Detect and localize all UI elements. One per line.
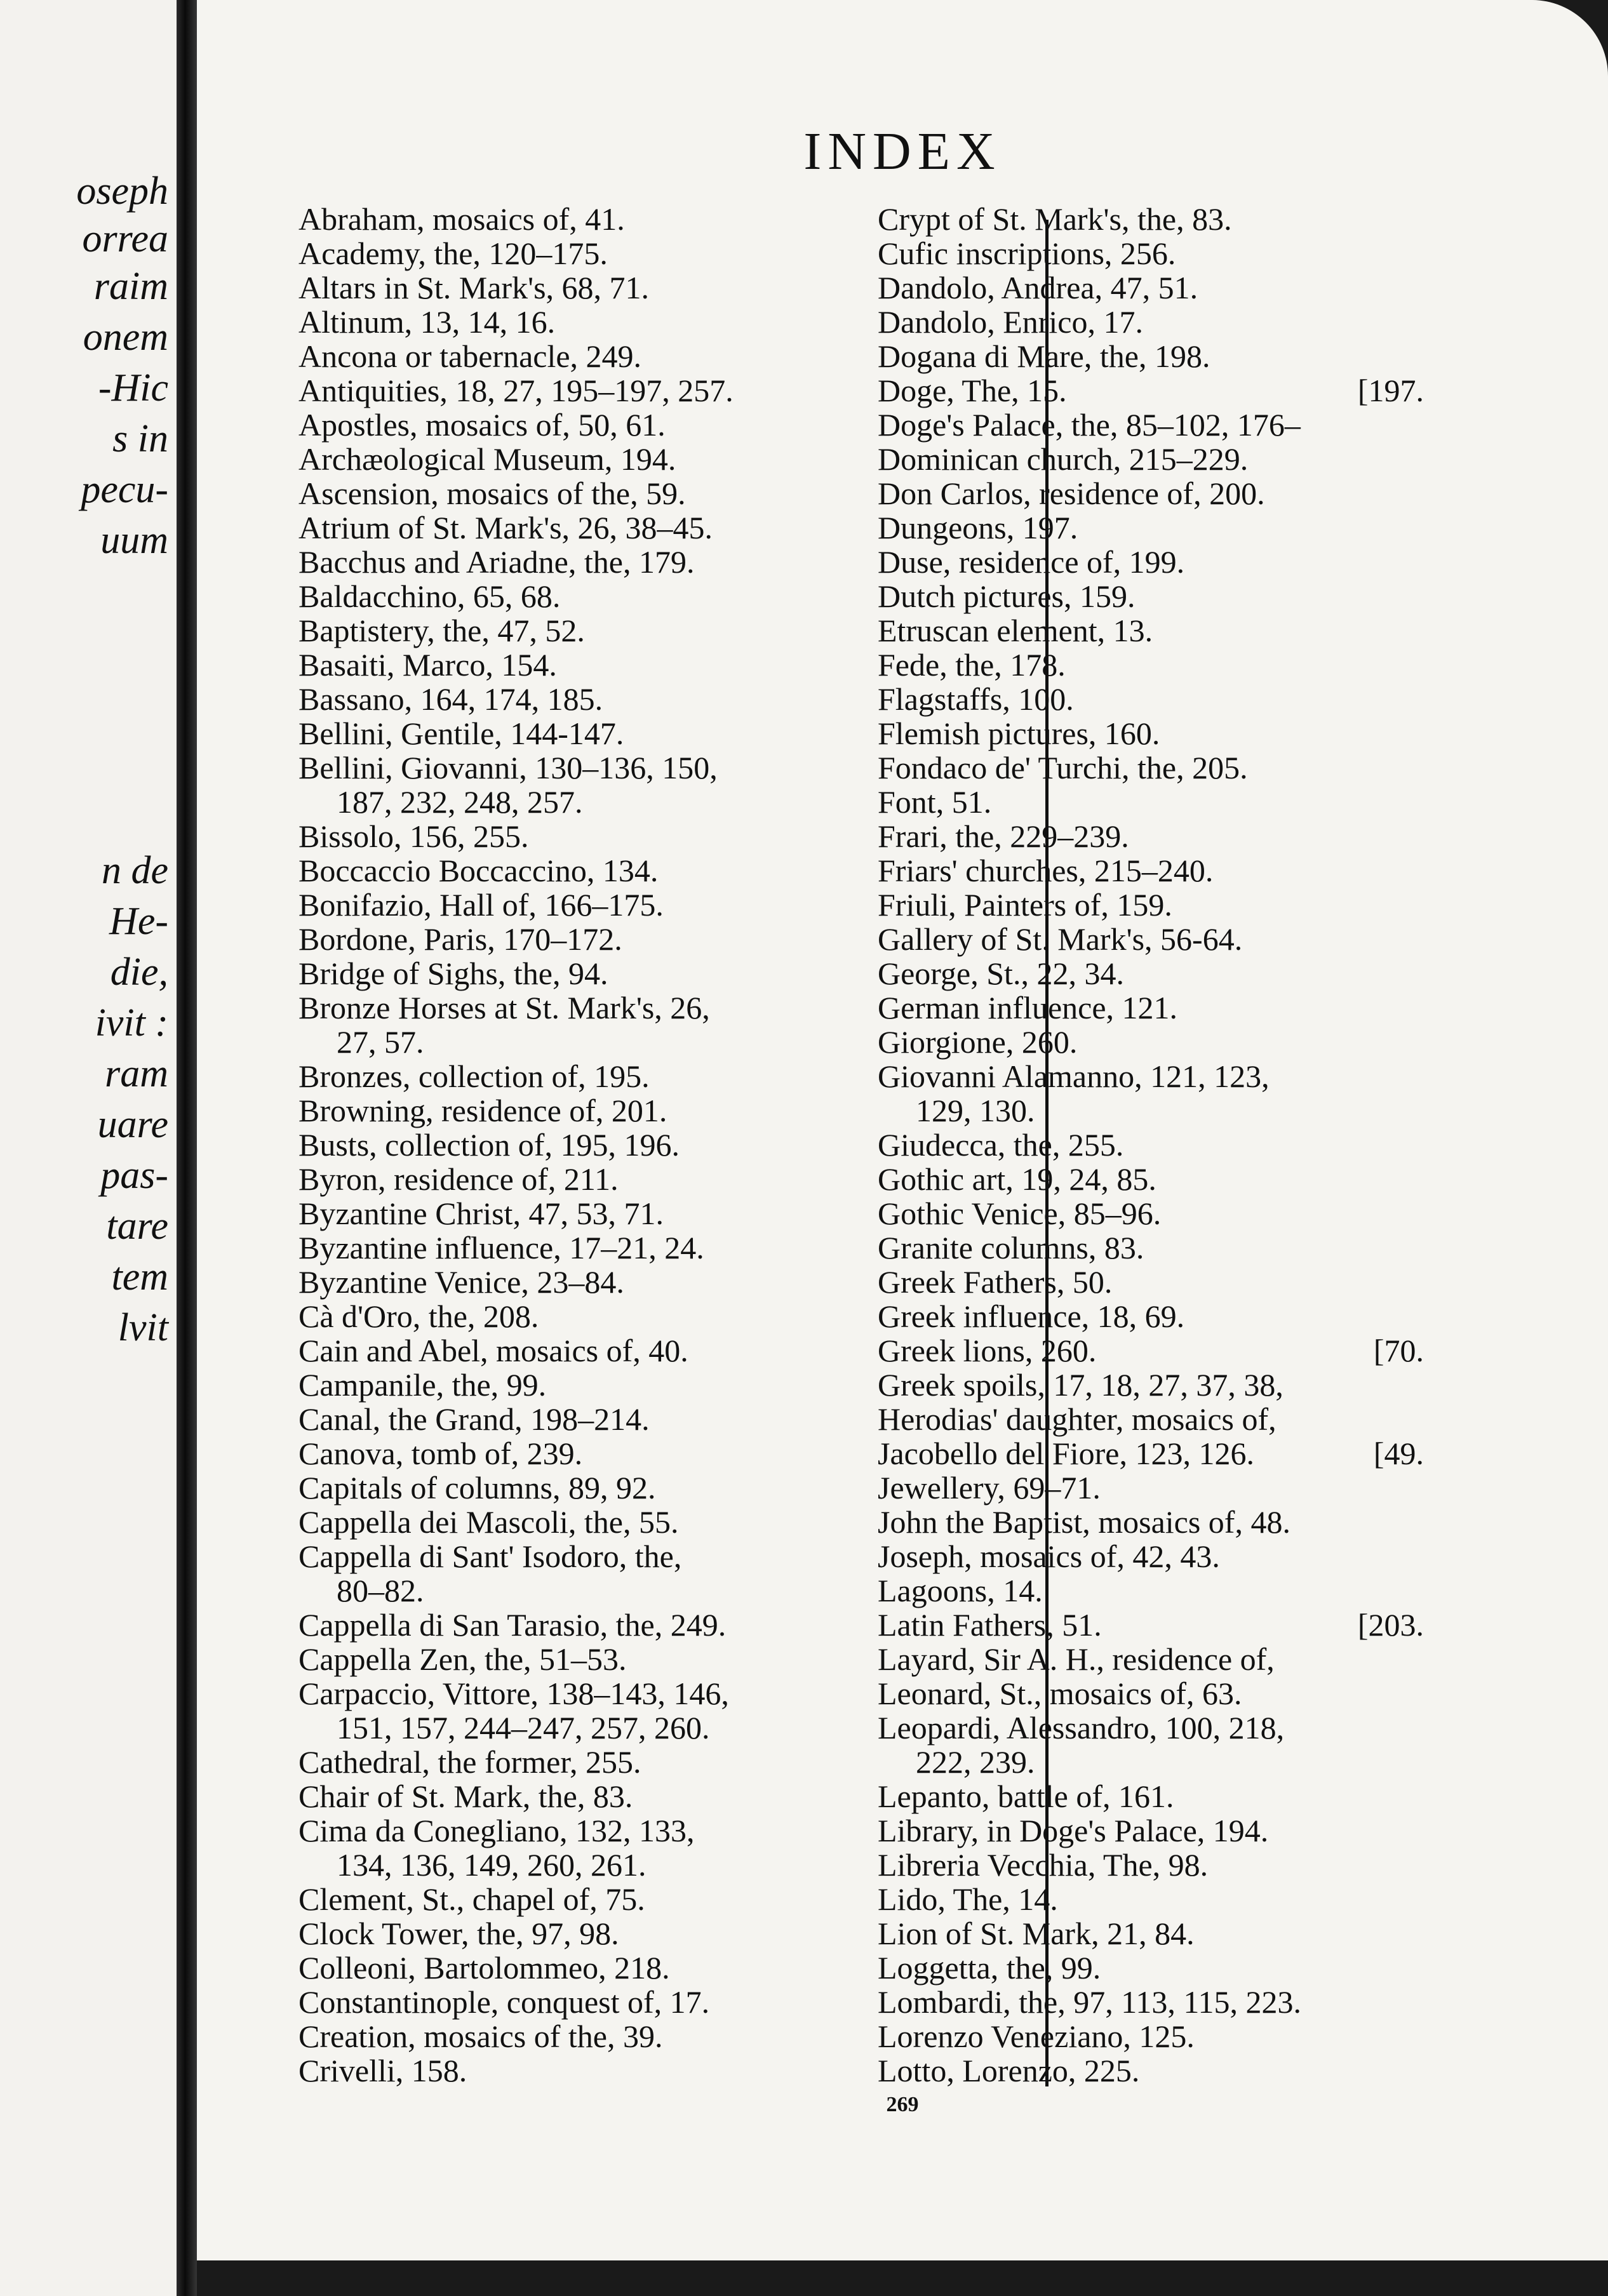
index-entry [878,1608,1424,1642]
index-entry-text: Cappella Zen, the, 51–53. [298,1641,627,1677]
index-entry [298,545,845,579]
index-entry-text: Byzantine influence, 17–21, 24. [298,1230,704,1265]
index-entry [878,853,1424,888]
index-entry-text: Browning, residence of, 201. [298,1093,667,1128]
index-entry [878,339,1424,373]
index-entry [298,1951,845,1985]
index-entry-text: Boccaccio Boccaccino, 134. [298,853,659,888]
index-entry-text: Bronzes, collection of, 195. [298,1058,650,1094]
index-entry [298,2053,845,2088]
index-entry-text: Cima da Conegliano, 132, 133, [298,1813,695,1848]
index-entry-text: Cappella di Sant' Isodoro, the, [298,1538,682,1574]
index-entry-continuation: 187, 232, 248, 257. [337,784,583,820]
index-entry [298,956,845,991]
index-entry [878,1573,1424,1608]
index-entry [878,1025,1424,1059]
index-entry [878,1162,1424,1196]
index-entry [298,1916,845,1951]
facing-page-fragment: uum [100,519,168,562]
index-entry-text: Canal, the Grand, 198–214. [298,1401,650,1437]
index-entry-text: Flagstaffs, 100. [878,681,1074,717]
index-entry [878,579,1424,613]
index-entry-text: Byron, residence of, 211. [298,1161,619,1197]
facing-page-fragment: n de [101,849,168,892]
index-entry [878,751,1424,785]
index-entry-text: Frari, the, 229–239. [878,818,1129,854]
index-entry [298,853,845,888]
index-entry [878,1985,1424,2019]
index-entry [878,1231,1424,1265]
index-entry [878,1368,1424,1402]
index-entry [878,682,1424,716]
index-entry-text: Lepanto, battle of, 161. [878,1779,1174,1814]
index-entry [298,1402,845,1436]
index-entry-text: Dungeons, 197. [878,510,1078,545]
index-entry [298,1333,845,1368]
index-entry [878,613,1424,648]
index-entry [878,716,1424,751]
index-entry-text: Gothic Venice, 85–96. [878,1196,1162,1231]
facing-page-fragment: onem [83,316,168,359]
index-entry [878,511,1424,545]
facing-page-fragment: -Hic [98,366,168,410]
index-entry-text: Academy, the, 120–175. [298,236,608,271]
index-entry-text: Antiquities, 18, 27, 195–197, 257. [298,373,734,408]
index-entry-text: Granite columns, 83. [878,1230,1144,1265]
index-entry [298,339,845,373]
index-entry [298,1813,845,1848]
index-entry-text: Friuli, Painters of, 159. [878,887,1172,923]
index-entry [878,648,1424,682]
index-entry [298,270,845,305]
index-entry-text: Campanile, the, 99. [298,1367,547,1403]
facing-page [0,0,181,2296]
index-entry [878,1882,1424,1916]
index-entry [298,1539,845,1573]
index-entry [298,922,845,956]
index-entry-text: Clock Tower, the, 97, 98. [298,1916,619,1951]
index-entry-text: Friars' churches, 215–240. [878,853,1214,888]
index-entry-text: Greek spoils, 17, 18, 27, 37, 38, [878,1367,1283,1403]
index-entry-text: German influence, 121. [878,990,1178,1025]
index-entry-text: Doge's Palace, the, 85–102, 176– [878,407,1301,443]
index-entry-text: Colleoni, Bartolommeo, 218. [298,1950,670,1986]
index-entry-text: Canova, tomb of, 239. [298,1436,583,1471]
facing-page-fragment: tem [111,1255,168,1298]
index-entry-text: Crivelli, 158. [298,2053,467,2088]
index-entry-text: Leonard, St., mosaics of, 63. [878,1676,1242,1711]
index-entry [298,819,845,853]
index-entry [878,956,1424,991]
index-entry-text: Cà d'Oro, the, 208. [298,1298,539,1334]
index-entry [878,1676,1424,1711]
index-entry [878,1471,1424,1505]
index-entry-text: Font, 51. [878,784,992,820]
index-entry-text: Dandolo, Enrico, 17. [878,304,1143,340]
index-entry-text: Herodias' daughter, mosaics of, [878,1401,1276,1437]
index-entry [878,888,1424,922]
index-entry-text: Joseph, mosaics of, 42, 43. [878,1538,1220,1574]
index-entry [298,716,845,751]
facing-page-fragment: orrea [82,217,168,260]
index-entry-text: Lido, The, 14. [878,1881,1058,1917]
index-entry [298,682,845,716]
index-entry [298,1505,845,1539]
index-entry-text: Bordone, Paris, 170–172. [298,921,622,957]
index-entry [878,1436,1424,1471]
index-entry-text: George, St., 22, 34. [878,956,1124,991]
index-entry [298,1985,845,2019]
index-entry [298,1196,845,1231]
index-entry [298,442,845,476]
index-entry-text: Cappella dei Mascoli, the, 55. [298,1504,679,1540]
index-entry [298,511,845,545]
index-entry-text: Baldacchino, 65, 68. [298,578,561,614]
facing-page-fragment: s in [112,417,168,460]
index-entry-text: Dutch pictures, 159. [878,578,1136,614]
index-entry-text: Greek lions, 260. [878,1333,1097,1368]
index-entry-text: Flemish pictures, 160. [878,716,1160,751]
index-entry-text: Fede, the, 178. [878,647,1066,683]
index-entry-continuation: 27, 57. [337,1024,424,1060]
index-entry-text: Libreria Vecchia, The, 98. [878,1847,1209,1883]
page-number: 269 [886,2093,919,2116]
index-entry [878,305,1424,339]
index-entry-text: Archæological Museum, 194. [298,441,676,477]
page-bottom-edge [197,2260,1608,2296]
index-entry-text: Cappella di San Tarasio, the, 249. [298,1607,727,1643]
index-entry-text: Bissolo, 156, 255. [298,818,529,854]
index-entry-text: Ascension, mosaics of the, 59. [298,476,686,511]
index-entry-text: Altinum, 13, 14, 16. [298,304,556,340]
index-entry-carryover: [197. [1357,373,1424,408]
book-gutter [177,0,198,2296]
index-entry-text: Bridge of Sighs, the, 94. [298,956,608,991]
index-entry [878,1333,1424,1368]
facing-page-fragment: ivit : [95,1001,168,1045]
index-entry-text: Jewellery, 69–71. [878,1470,1101,1505]
index-entry-text: Duse, residence of, 199. [878,544,1185,580]
index-entry [298,1882,845,1916]
page-title: INDEX [803,122,1002,181]
index-entry-text: Lion of St. Mark, 21, 84. [878,1916,1195,1951]
index-entry-text: Jacobello del Fiore, 123, 126. [878,1436,1254,1471]
index-entry-text: Lombardi, the, 97, 113, 115, 223. [878,1984,1302,2020]
index-entry-text: Library, in Doge's Palace, 194. [878,1813,1269,1848]
index-entry [878,476,1424,511]
index-entry-text: Don Carlos, residence of, 200. [878,476,1265,511]
index-entry-carryover: [49. [1373,1436,1424,1471]
index-entry [878,1059,1424,1093]
index-entry-text: Greek influence, 18, 69. [878,1298,1185,1334]
index-entry-text: Dogana di Mare, the, 198. [878,338,1210,374]
index-entry-text: Capitals of columns, 89, 92. [298,1470,656,1505]
index-entry [878,1916,1424,1951]
facing-page-fragment: oseph [76,170,168,213]
index-entry-text: Creation, mosaics of the, 39. [298,2019,663,2054]
index-entry-text: Loggetta, the, 99. [878,1950,1101,1986]
index-entry-text: Dandolo, Andrea, 47, 51. [878,270,1198,305]
index-entry [298,1779,845,1813]
index-entry-carryover: [70. [1373,1333,1424,1368]
index-entry-text: Apostles, mosaics of, 50, 61. [298,407,666,443]
index-entry [878,1539,1424,1573]
index-entry [298,648,845,682]
facing-page-fragment: pas- [100,1154,168,1197]
index-entry [878,1779,1424,1813]
index-entry-text: Giovanni Alamanno, 121, 123, [878,1058,1270,1094]
index-entry-text: Doge, The, 15. [878,373,1067,408]
index-entry-continuation: 222, 239. [916,1744,1035,1780]
index-entry-text: Byzantine Christ, 47, 53, 71. [298,1196,664,1231]
index-entry [298,408,845,442]
index-entry-text: Giudecca, the, 255. [878,1127,1124,1163]
index-entry [878,270,1424,305]
index-entry [298,1231,845,1265]
index-entry-text: Bellini, Giovanni, 130–136, 150, [298,750,718,785]
index-entry [878,1505,1424,1539]
index-entry [298,202,845,236]
index-entry-text: Bonifazio, Hall of, 166–175. [298,887,664,923]
index-page [197,0,1608,2296]
index-entry-text: Clement, St., chapel of, 75. [298,1881,645,1917]
facing-page-fragment: uare [97,1103,168,1146]
index-entry [298,1368,845,1402]
index-entry-text: Bassano, 164, 174, 185. [298,681,603,717]
index-entry-text: Cain and Abel, mosaics of, 40. [298,1333,688,1368]
index-entry-text: Carpaccio, Vittore, 138–143, 146, [298,1676,729,1711]
index-entry [878,202,1424,236]
index-entry [298,2019,845,2053]
index-entry [298,1128,845,1162]
index-entry [878,1196,1424,1231]
index-entry [878,408,1424,442]
index-entry-text: Byzantine Venice, 23–84. [298,1264,624,1300]
index-entry [298,613,845,648]
facing-page-fragment: raim [93,265,168,308]
index-entry-text: Latin Fathers, 51. [878,1607,1102,1643]
index-entry-text: Bellini, Gentile, 144-147. [298,716,624,751]
index-entry-text: Chair of St. Mark, the, 83. [298,1779,633,1814]
index-entry [298,1436,845,1471]
index-entry-text: Bronze Horses at St. Mark's, 26, [298,990,710,1025]
index-entry [298,1745,845,1779]
index-entry-text: Greek Fathers, 50. [878,1264,1113,1300]
index-entry [878,1813,1424,1848]
index-entry-text: Crypt of St. Mark's, the, 83. [878,201,1232,237]
index-entry [878,819,1424,853]
index-entry [878,1299,1424,1333]
index-entry [878,922,1424,956]
facing-page-fragment: pecu- [81,468,168,511]
index-entry-text: Baptistery, the, 47, 52. [298,613,585,648]
index-entry [298,1093,845,1128]
index-column-left [298,202,845,2088]
index-entry-text: Altars in St. Mark's, 68, 71. [298,270,650,305]
index-entry [878,991,1424,1025]
index-entry-text: John the Baptist, mosaics of, 48. [878,1504,1290,1540]
index-entry [878,1848,1424,1882]
index-entry-text: Ancona or tabernacle, 249. [298,338,642,374]
index-entry [298,1059,845,1093]
index-entry-text: Bacchus and Ariadne, the, 179. [298,544,695,580]
index-entry [298,1642,845,1676]
index-entry-text: Cathedral, the former, 255. [298,1744,641,1780]
index-entry [298,476,845,511]
index-entry [298,751,845,785]
index-entry [298,236,845,270]
index-entry-text: Dominican church, 215–229. [878,441,1249,477]
index-entry-text: Leopardi, Alessandro, 100, 218, [878,1710,1285,1745]
index-entry [878,1951,1424,1985]
index-entry-text: Busts, collection of, 195, 196. [298,1127,680,1163]
facing-page-fragment: lvit [117,1306,168,1349]
index-entry-text: Lagoons, 14. [878,1573,1043,1608]
index-entry-continuation: 129, 130. [916,1093,1035,1128]
facing-page-fragment: tare [106,1205,168,1248]
index-entry [878,1402,1424,1436]
index-entry-text: Fondaco de' Turchi, the, 205. [878,750,1248,785]
index-entry-text: Giorgione, 260. [878,1024,1078,1060]
facing-page-fragment: ram [105,1052,168,1095]
index-entry [298,1265,845,1299]
index-entry-text: Lorenzo Veneziano, 125. [878,2019,1195,2054]
index-entry [878,2053,1424,2088]
index-entry [878,373,1424,408]
index-entry [298,991,845,1025]
index-entry-text: Abraham, mosaics of, 41. [298,201,625,237]
index-entry [298,888,845,922]
index-entry-text: Cufic inscriptions, 256. [878,236,1176,271]
index-entry [298,1299,845,1333]
index-entry-text: Basaiti, Marco, 154. [298,647,557,683]
index-entry [878,1265,1424,1299]
index-entry [298,1608,845,1642]
index-entry [878,1642,1424,1676]
index-entry-carryover: [203. [1357,1607,1424,1643]
index-entry [298,373,845,408]
index-entry-continuation: 80–82. [337,1573,424,1608]
index-entry [298,1162,845,1196]
facing-page-fragment: die, [110,951,168,994]
index-entry-text: Gallery of St. Mark's, 56-64. [878,921,1243,957]
index-entry [878,442,1424,476]
index-entry-continuation: 151, 157, 244–247, 257, 260. [337,1710,710,1745]
index-column-right [878,202,1424,2088]
index-entry [878,545,1424,579]
index-entry [878,1711,1424,1745]
index-entry-text: Layard, Sir A. H., residence of, [878,1641,1275,1677]
index-entry [878,1128,1424,1162]
facing-page-fragment: He- [109,900,168,943]
index-entry-text: Gothic art, 19, 24, 85. [878,1161,1156,1197]
index-entry [298,1676,845,1711]
index-entry-continuation: 134, 136, 149, 260, 261. [337,1847,647,1883]
index-entry-text: Atrium of St. Mark's, 26, 38–45. [298,510,713,545]
index-entry [878,2019,1424,2053]
index-entry-text: Constantinople, conquest of, 17. [298,1984,710,2020]
index-entry [298,579,845,613]
index-entry [878,236,1424,270]
index-entry [298,1471,845,1505]
index-entry [878,785,1424,819]
index-entry [298,305,845,339]
index-entry-text: Etruscan element, 13. [878,613,1153,648]
index-entry-text: Lotto, Lorenzo, 225. [878,2053,1140,2088]
